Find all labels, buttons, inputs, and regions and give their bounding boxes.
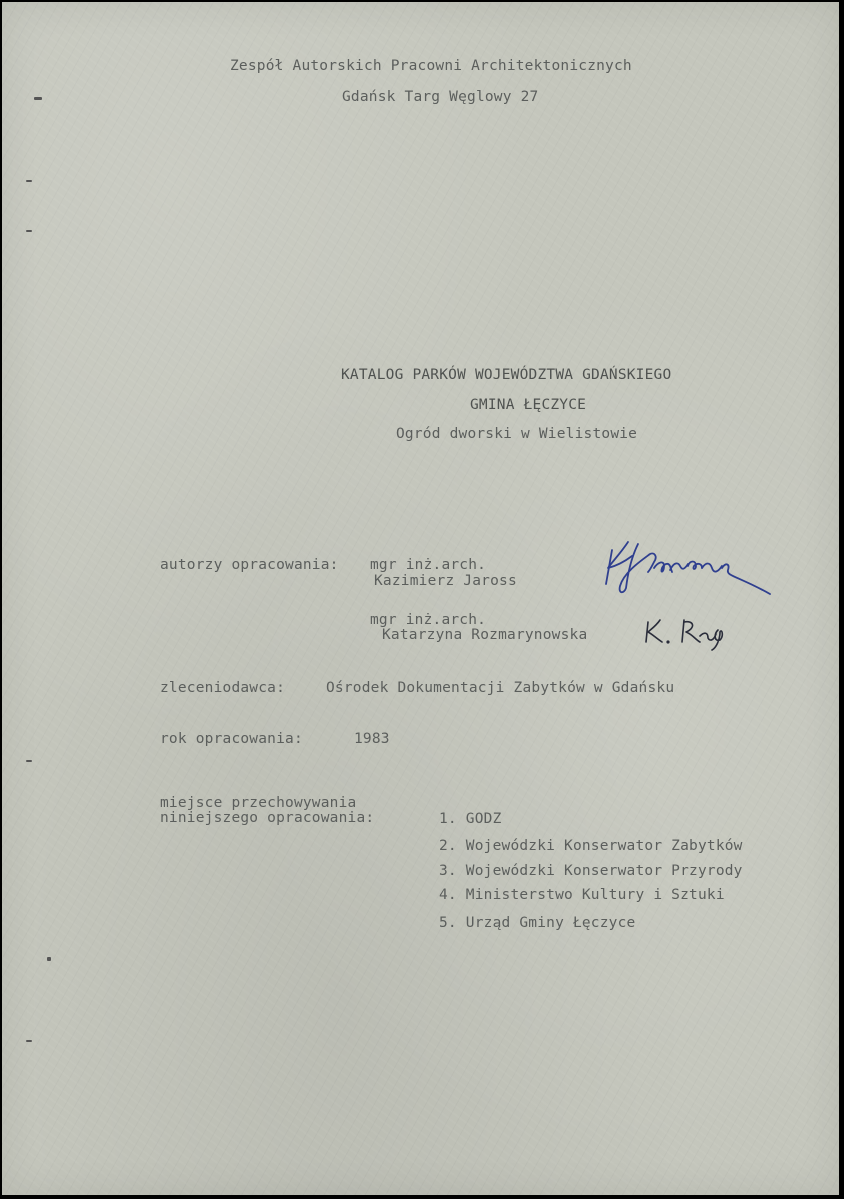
client-value: Ośrodek Dokumentacji Zabytków w Gdańsku: [326, 680, 675, 696]
year-value: 1983: [354, 731, 390, 747]
author1-title: mgr inż.arch.: [370, 557, 487, 573]
storage-item: 3. Wojewódzki Konserwator Przyrody: [439, 863, 743, 879]
storage-label-line-2: niniejszego opracowania:: [160, 810, 375, 826]
year-label: rok opracowania:: [160, 731, 303, 747]
edge-mark: [26, 230, 32, 232]
storage-label-line-1: miejsce przechowywania: [160, 795, 357, 811]
header-line-2: Gdańsk Targ Węglowy 27: [342, 89, 539, 105]
document-title: KATALOG PARKÓW WOJEWÓDZTWA GDAŃSKIEGO: [341, 367, 672, 383]
storage-item: 2. Wojewódzki Konserwator Zabytków: [439, 838, 743, 854]
edge-mark: [26, 760, 32, 762]
header-line-1: Zespół Autorskich Pracowni Architektonicznych: [230, 58, 632, 74]
edge-mark: [26, 180, 32, 182]
storage-item: 1. GODZ: [439, 811, 502, 827]
document-sheet: [2, 2, 839, 1195]
edge-mark: [47, 957, 51, 961]
edge-mark: [26, 1040, 32, 1042]
author2-name: Katarzyna Rozmarynowska: [382, 627, 588, 643]
author1-name: Kazimierz Jaross: [374, 573, 517, 589]
signature-1: [598, 532, 778, 602]
storage-item: 4. Ministerstwo Kultury i Sztuki: [439, 887, 725, 903]
subject-title: Ogród dworski w Wielistowie: [396, 426, 638, 442]
storage-item: 5. Urząd Gminy Łęczyce: [439, 915, 636, 931]
commune-title: GMINA ŁĘCZYCE: [470, 397, 587, 413]
client-label: zleceniodawca:: [160, 680, 286, 696]
signature-2: [636, 612, 756, 652]
edge-mark: [34, 97, 42, 100]
author2-title: mgr inż.arch.: [370, 612, 487, 628]
authors-label: autorzy opracowania:: [160, 557, 339, 573]
